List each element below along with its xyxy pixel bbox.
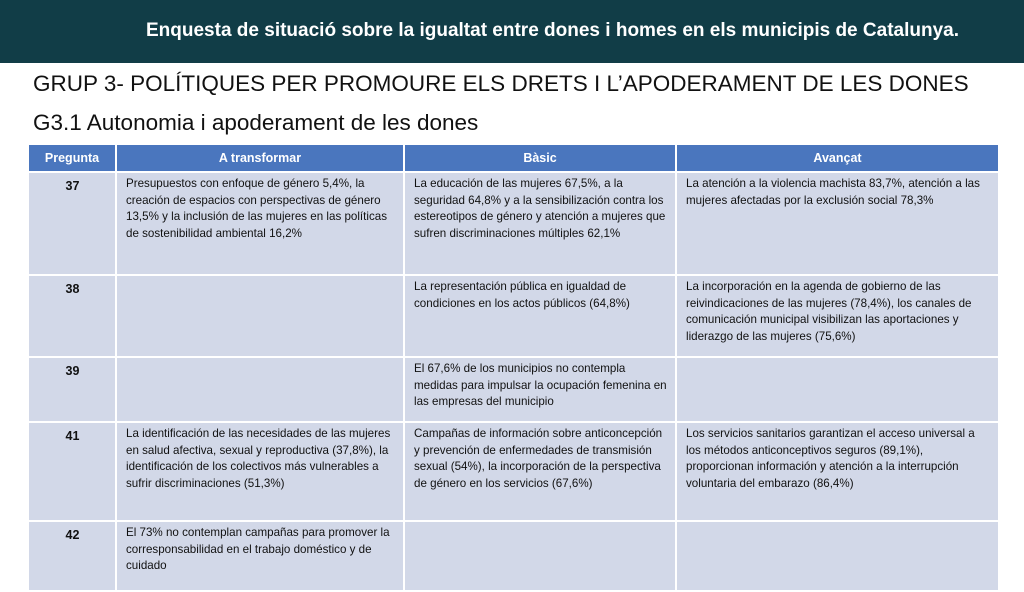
cell-avancat xyxy=(676,357,999,422)
cell-a-transformar: La identificación de las necesidades de las mujeres en salud afectiva, sexual y reproductiva (37,8%), la identificación de los colectivos más vulnerables a sufrir discriminaciones (51,3%) xyxy=(116,422,404,521)
table-header-row xyxy=(28,144,999,172)
results-table xyxy=(27,143,1000,592)
table-row xyxy=(28,172,999,275)
question-number: 39 xyxy=(28,357,116,422)
cell-avancat: La incorporación en la agenda de gobierno de las reivindicaciones de las mujeres (78,4%), los canales de comunicación municipal visibilizan las aportaciones y liderazgo de las mujeres (75,6%) xyxy=(676,275,999,357)
cell-basic: La representación pública en igualdad de condiciones en los actos públicos (64,8%) xyxy=(404,275,676,357)
table-row xyxy=(28,422,999,521)
cell-a-transformar: El 73% no contemplan campañas para promover la corresponsabilidad en el trabajo doméstico y de cuidado xyxy=(116,521,404,591)
section-subheading: G3.1 Autonomia i apoderament de les dones xyxy=(33,110,479,135)
question-number: 41 xyxy=(28,422,116,521)
table-row xyxy=(28,357,999,422)
banner-title: Enquesta de situació sobre la igualtat entre dones i homes en els municipis de Catalunya. xyxy=(146,20,959,41)
column-header-pregunta: Pregunta xyxy=(28,144,116,172)
column-header-basic: Bàsic xyxy=(404,144,676,172)
table-row xyxy=(28,275,999,357)
cell-avancat: Los servicios sanitarios garantizan el acceso universal a los métodos anticonceptivos seguros (89,1%), proporcionan información y atención a la interrupción voluntaria del embarazo (86,4%) xyxy=(676,422,999,521)
cell-basic: Campañas de información sobre anticoncepción y prevención de enfermedades de transmisión sexual (54%), la incorporación de la perspectiva de género en los servicios (67,6%) xyxy=(404,422,676,521)
cell-a-transformar: Presupuestos con enfoque de género 5,4%, la creación de espacios con perspectivas de género 13,5% y la inclusión de las mujeres en las políticas de sostenibilidad ambiental 16,2% xyxy=(116,172,404,275)
cell-a-transformar xyxy=(116,275,404,357)
title-banner xyxy=(0,0,1024,63)
column-header-avancat: Avançat xyxy=(676,144,999,172)
question-number: 38 xyxy=(28,275,116,357)
question-number: 37 xyxy=(28,172,116,275)
group-heading: GRUP 3- POLÍTIQUES PER PROMOURE ELS DRETS I L’APODERAMENT DE LES DONES xyxy=(33,71,969,96)
cell-basic: El 67,6% de los municipios no contempla medidas para impulsar la ocupación femenina en las empresas del municipio xyxy=(404,357,676,422)
cell-avancat xyxy=(676,521,999,591)
cell-basic: La educación de las mujeres 67,5%, a la seguridad 64,8% y a la sensibilización contra los estereotipos de género y atención a mujeres que sufren discriminaciones múltiples 62,1% xyxy=(404,172,676,275)
cell-avancat: La atención a la violencia machista 83,7%, atención a las mujeres afectadas por la exclusión social 78,3% xyxy=(676,172,999,275)
cell-basic xyxy=(404,521,676,591)
question-number: 42 xyxy=(28,521,116,591)
table-row xyxy=(28,521,999,591)
cell-a-transformar xyxy=(116,357,404,422)
column-header-a-transformar: A transformar xyxy=(116,144,404,172)
